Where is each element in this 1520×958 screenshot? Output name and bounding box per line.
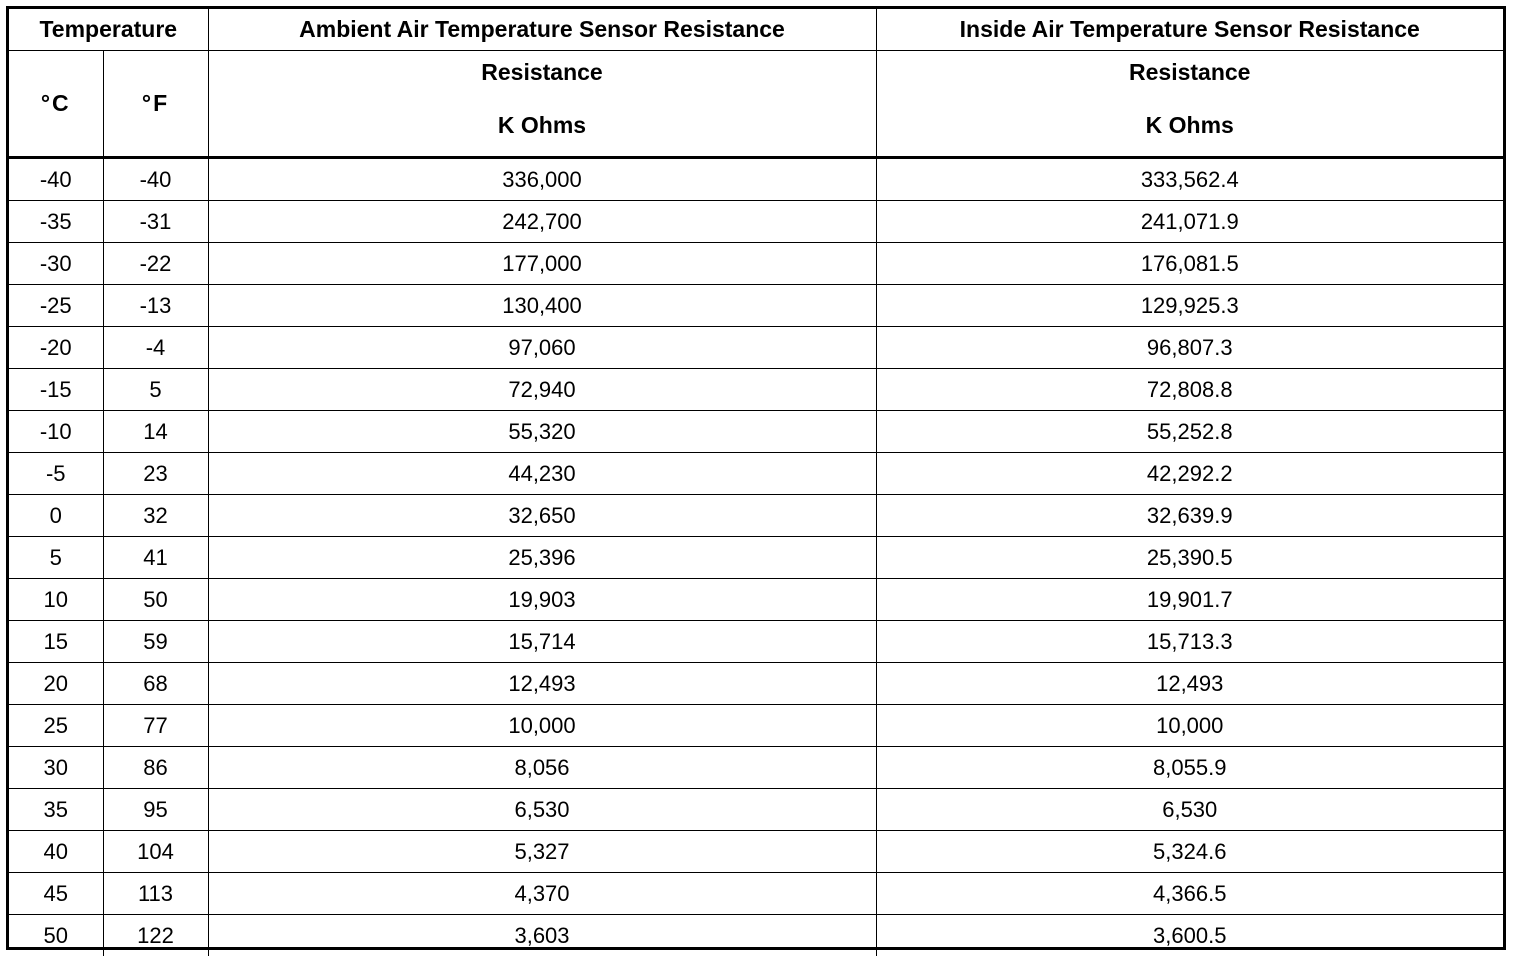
fahrenheit-cell: 104 xyxy=(103,831,208,873)
table-row xyxy=(9,411,1503,453)
inside-sensor-header: Inside Air Temperature Sensor Resistance xyxy=(876,9,1503,51)
ambient-resistance-cell: 4,370 xyxy=(208,873,876,915)
celsius-cell: 5 xyxy=(9,537,103,579)
table-row xyxy=(9,285,1503,327)
ambient-resistance-cell: 97,060 xyxy=(208,327,876,369)
ambient-unit-value: K Ohms xyxy=(497,112,587,138)
fahrenheit-header: °F xyxy=(103,51,208,158)
fahrenheit-cell: 122 xyxy=(103,915,208,957)
inside-resistance-cell: 96,807.3 xyxy=(876,327,1503,369)
table-body xyxy=(9,158,1503,957)
header-row-units xyxy=(9,51,1503,158)
table-row xyxy=(9,705,1503,747)
table-row xyxy=(9,789,1503,831)
table-row xyxy=(9,369,1503,411)
inside-resistance-cell: 55,252.8 xyxy=(876,411,1503,453)
fahrenheit-cell: 14 xyxy=(103,411,208,453)
ambient-sensor-header: Ambient Air Temperature Sensor Resistance xyxy=(208,9,876,51)
ambient-resistance-cell: 55,320 xyxy=(208,411,876,453)
table-row xyxy=(9,873,1503,915)
celsius-header: °C xyxy=(9,51,103,158)
ambient-unit-header xyxy=(208,51,876,158)
celsius-cell: -35 xyxy=(9,201,103,243)
table-row xyxy=(9,915,1503,957)
ambient-resistance-cell: 10,000 xyxy=(208,705,876,747)
inside-resistance-cell: 15,713.3 xyxy=(876,621,1503,663)
table-row xyxy=(9,747,1503,789)
ambient-resistance-cell: 177,000 xyxy=(208,243,876,285)
table-row xyxy=(9,621,1503,663)
celsius-cell: 40 xyxy=(9,831,103,873)
celsius-cell: -25 xyxy=(9,285,103,327)
fahrenheit-cell: 95 xyxy=(103,789,208,831)
celsius-cell: 45 xyxy=(9,873,103,915)
inside-resistance-cell: 72,808.8 xyxy=(876,369,1503,411)
celsius-cell: -30 xyxy=(9,243,103,285)
celsius-cell: -40 xyxy=(9,158,103,201)
sensor-resistance-table-frame xyxy=(6,6,1506,950)
ambient-resistance-cell: 3,603 xyxy=(208,915,876,957)
fahrenheit-cell: 5 xyxy=(103,369,208,411)
inside-resistance-cell: 10,000 xyxy=(876,705,1503,747)
inside-resistance-cell: 12,493 xyxy=(876,663,1503,705)
header-row-titles xyxy=(9,9,1503,51)
ambient-resistance-cell: 5,327 xyxy=(208,831,876,873)
celsius-cell: -15 xyxy=(9,369,103,411)
ambient-resistance-cell: 336,000 xyxy=(208,158,876,201)
fahrenheit-cell: 68 xyxy=(103,663,208,705)
ambient-resistance-cell: 8,056 xyxy=(208,747,876,789)
celsius-cell: 20 xyxy=(9,663,103,705)
fahrenheit-cell: 41 xyxy=(103,537,208,579)
temperature-header: Temperature xyxy=(9,9,208,51)
table-row xyxy=(9,579,1503,621)
fahrenheit-cell: 113 xyxy=(103,873,208,915)
fahrenheit-cell: 23 xyxy=(103,453,208,495)
ambient-resistance-cell: 242,700 xyxy=(208,201,876,243)
inside-resistance-cell: 19,901.7 xyxy=(876,579,1503,621)
inside-resistance-cell: 176,081.5 xyxy=(876,243,1503,285)
inside-resistance-cell: 4,366.5 xyxy=(876,873,1503,915)
table-row xyxy=(9,158,1503,201)
celsius-cell: -20 xyxy=(9,327,103,369)
table-row xyxy=(9,327,1503,369)
table-row xyxy=(9,831,1503,873)
fahrenheit-cell: -4 xyxy=(103,327,208,369)
inside-resistance-cell: 6,530 xyxy=(876,789,1503,831)
inside-resistance-cell: 25,390.5 xyxy=(876,537,1503,579)
inside-resistance-cell: 5,324.6 xyxy=(876,831,1503,873)
inside-resistance-cell: 333,562.4 xyxy=(876,158,1503,201)
inside-resistance-cell: 3,600.5 xyxy=(876,915,1503,957)
celsius-cell: 0 xyxy=(9,495,103,537)
fahrenheit-cell: -31 xyxy=(103,201,208,243)
ambient-resistance-cell: 19,903 xyxy=(208,579,876,621)
sensor-resistance-table xyxy=(9,9,1503,956)
table-row xyxy=(9,663,1503,705)
inside-unit-label: Resistance xyxy=(1129,59,1251,85)
table-row xyxy=(9,495,1503,537)
celsius-cell: -5 xyxy=(9,453,103,495)
inside-resistance-cell: 8,055.9 xyxy=(876,747,1503,789)
celsius-cell: -10 xyxy=(9,411,103,453)
fahrenheit-cell: 77 xyxy=(103,705,208,747)
table-row xyxy=(9,453,1503,495)
ambient-resistance-cell: 15,714 xyxy=(208,621,876,663)
inside-resistance-cell: 129,925.3 xyxy=(876,285,1503,327)
table-row xyxy=(9,243,1503,285)
celsius-cell: 30 xyxy=(9,747,103,789)
ambient-unit-label: Resistance xyxy=(481,59,603,85)
table-header xyxy=(9,9,1503,158)
fahrenheit-cell: 59 xyxy=(103,621,208,663)
fahrenheit-cell: 32 xyxy=(103,495,208,537)
inside-resistance-cell: 42,292.2 xyxy=(876,453,1503,495)
celsius-cell: 50 xyxy=(9,915,103,957)
inside-resistance-cell: 241,071.9 xyxy=(876,201,1503,243)
inside-unit-header xyxy=(876,51,1503,158)
table-row xyxy=(9,201,1503,243)
ambient-resistance-cell: 25,396 xyxy=(208,537,876,579)
inside-unit-value: K Ohms xyxy=(1145,112,1234,138)
fahrenheit-cell: 50 xyxy=(103,579,208,621)
ambient-resistance-cell: 6,530 xyxy=(208,789,876,831)
ambient-resistance-cell: 72,940 xyxy=(208,369,876,411)
table-row xyxy=(9,537,1503,579)
ambient-resistance-cell: 12,493 xyxy=(208,663,876,705)
celsius-cell: 25 xyxy=(9,705,103,747)
celsius-cell: 35 xyxy=(9,789,103,831)
fahrenheit-cell: -13 xyxy=(103,285,208,327)
fahrenheit-cell: -40 xyxy=(103,158,208,201)
celsius-cell: 15 xyxy=(9,621,103,663)
ambient-resistance-cell: 130,400 xyxy=(208,285,876,327)
celsius-cell: 10 xyxy=(9,579,103,621)
fahrenheit-cell: -22 xyxy=(103,243,208,285)
ambient-resistance-cell: 32,650 xyxy=(208,495,876,537)
fahrenheit-cell: 86 xyxy=(103,747,208,789)
ambient-resistance-cell: 44,230 xyxy=(208,453,876,495)
inside-resistance-cell: 32,639.9 xyxy=(876,495,1503,537)
